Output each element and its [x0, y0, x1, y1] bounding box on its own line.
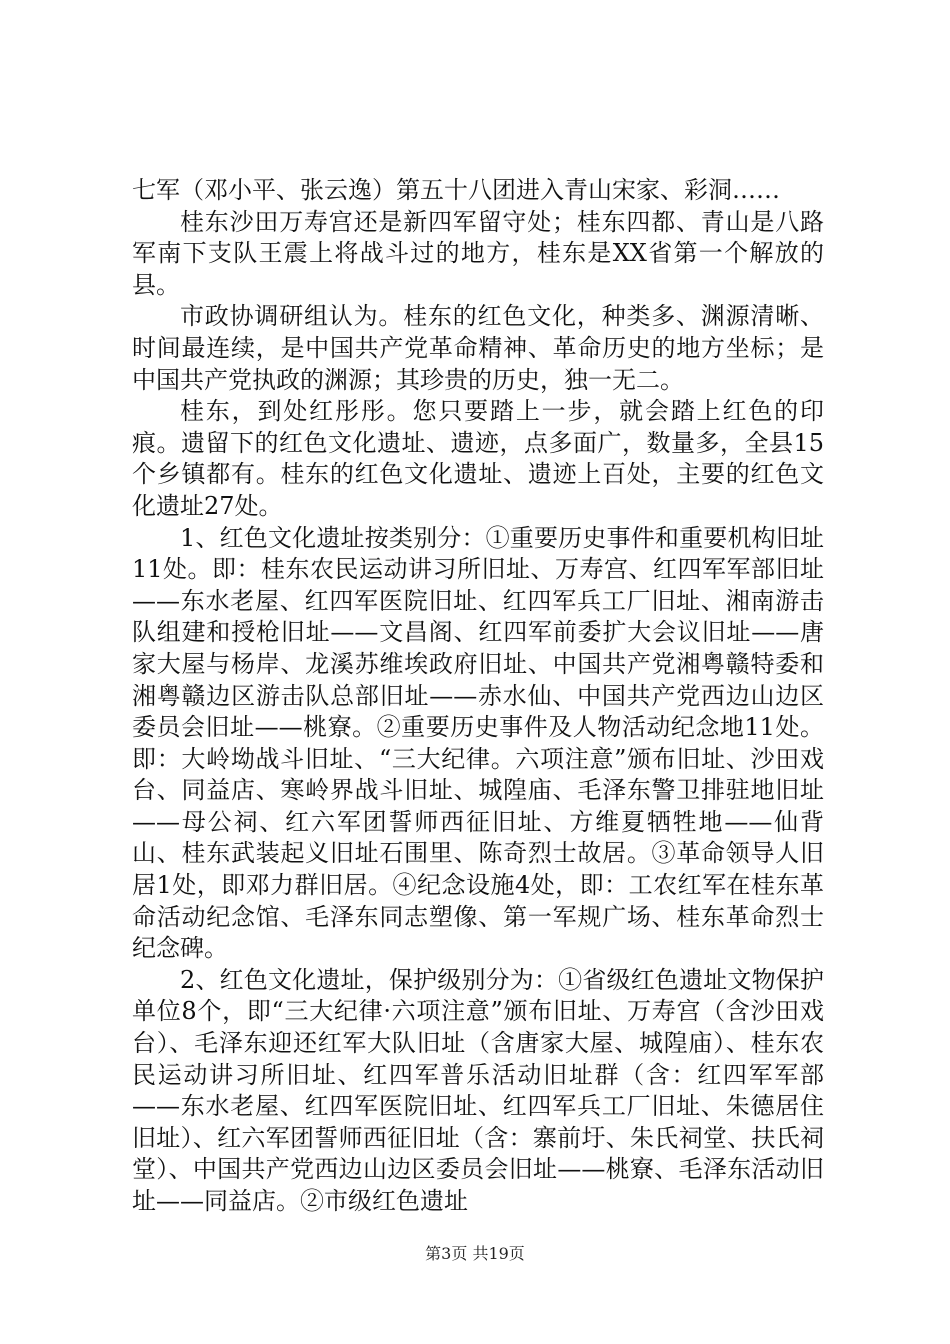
- page-number-footer: 第3页 共19页: [425, 1244, 525, 1263]
- paragraph-protection-level: 2、红色文化遗址，保护级别分为：①省级红色遗址文物保护单位8个，即“三大纪律·六项注意”颁布旧址、万寿宫（含沙田戏台）、毛泽东迎还红军大队旧址（含唐家大屋、城隍庙）、桂东农民运动讲习所旧址、红四军普乐活动旧址群（含：红四军军部——东水老屋、红四军医院旧址、红四军兵工厂旧址、朱德居住旧址）、红六军团誓师西征旧址（含：寨前圩、朱氏祠堂、扶氏祠堂）、中国共产党西边山边区委员会旧址——桃寮、毛泽东活动旧址——同益店。②市级红色遗址: [132, 965, 824, 1215]
- paragraph-continuation: 七军（邓小平、张云逸）第五十八团进入青山宋家、彩洞……: [132, 176, 780, 204]
- document-body: [132, 175, 824, 1218]
- paragraph-new-fourth-army: 桂东沙田万寿宫还是新四军留守处；桂东四都、青山是八路军南下支队王震上将战斗过的地方，桂东是XX省第一个解放的县。: [132, 207, 824, 299]
- paragraph-research-group: 市政协调研组认为。桂东的红色文化，种类多、渊源清晰、时间最连续，是中国共产党革命精神、革命历史的地方坐标；是中国共产党执政的渊源；其珍贵的历史，独一无二。: [132, 302, 824, 394]
- paragraph-red-everywhere: 桂东，到处红彤彤。您只要踏上一步，就会踏上红色的印痕。遗留下的红色文化遗址、遗迹，点多面广，数量多，全县15个乡镇都有。桂东的红色文化遗址、遗迹上百处，主要的红色文化遗址27处。: [132, 397, 824, 520]
- paragraph-sites-by-category: 1、红色文化遗址按类别分：①重要历史事件和重要机构旧址11处。即：桂东农民运动讲习所旧址、万寿宫、红四军军部旧址——东水老屋、红四军医院旧址、红四军兵工厂旧址、湘南游击队组建和授枪旧址——文昌阁、红四军前委扩大会议旧址——唐家大屋与杨岸、龙溪苏维埃政府旧址、中国共产党湘粤赣特委和湘粤赣边区游击队总部旧址——赤水仙、中国共产党西边山边区委员会旧址——桃寮。②重要历史事件及人物活动纪念地11处。即：大岭坳战斗旧址、“三大纪律。六项注意”颁布旧址、沙田戏台、同益店、寒岭界战斗旧址、城隍庙、毛泽东警卫排驻地旧址——母公祠、红六军团誓师西征旧址、方维夏牺牲地——仙背山、桂东武装起义旧址石围里、陈奇烈士故居。③革命领导人旧居1处，即邓力群旧居。④纪念设施4处，即：工农红军在桂东革命活动纪念馆、毛泽东同志塑像、第一军规广场、桂东革命烈士纪念碑。: [132, 523, 824, 963]
